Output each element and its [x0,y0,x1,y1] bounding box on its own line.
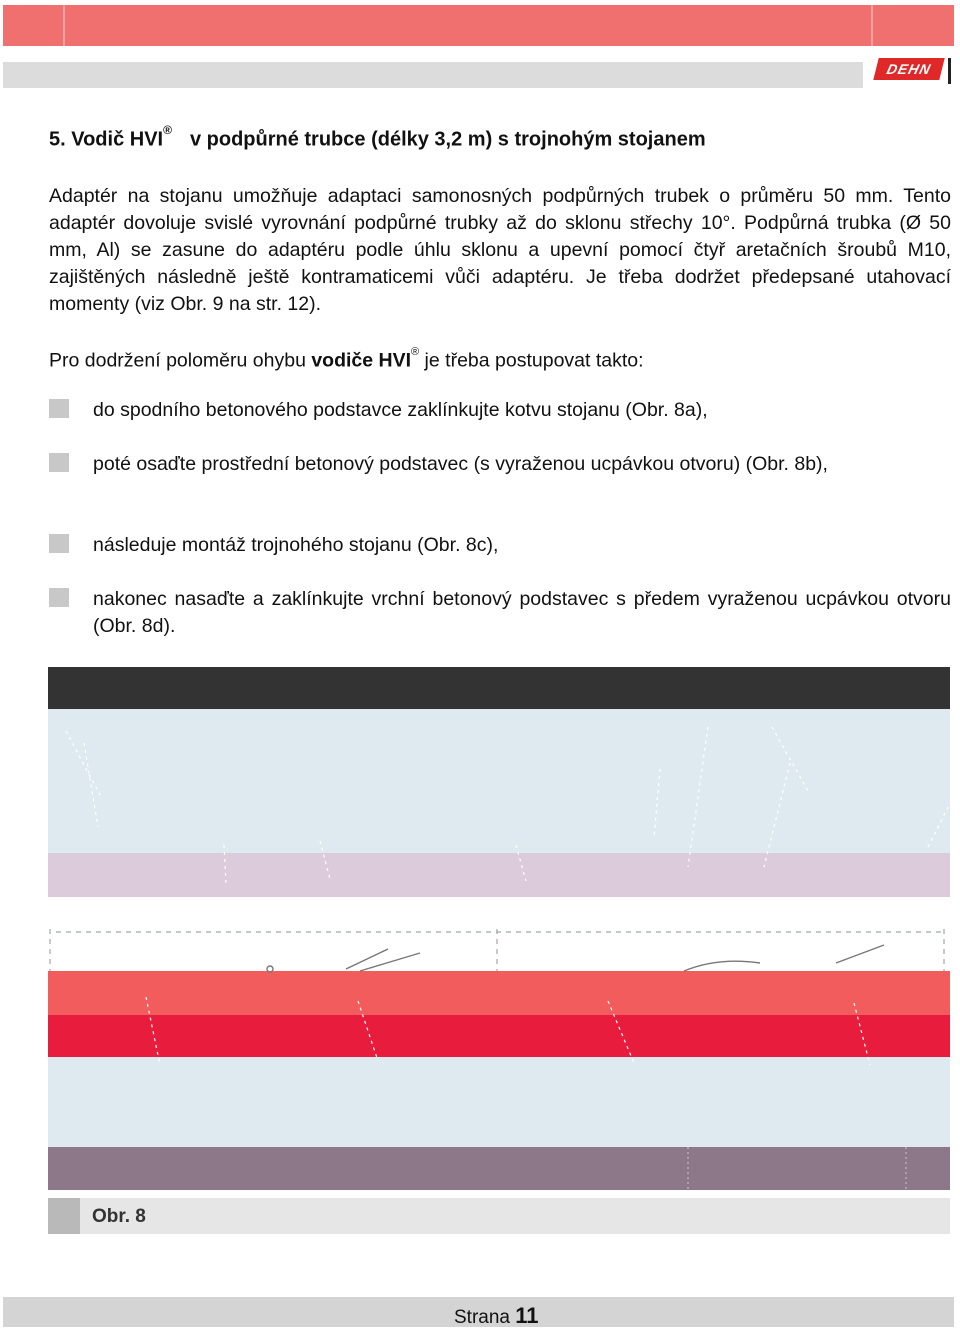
instruction-suffix: je třeba postupovat takto: [419,349,644,372]
dehn-logo-text: DEHN [873,58,944,80]
caption-stub [48,1198,80,1234]
page-label: Strana [454,1307,510,1328]
page-number: 11 [515,1303,539,1328]
registered-mark: ® [411,346,420,358]
page-number-label [454,1303,539,1329]
bullet-square [49,453,69,472]
registered-mark: ® [163,123,172,137]
bullet-square [49,588,69,607]
page-footer [3,1297,954,1327]
figure-8 [48,667,950,1234]
header-red-band [3,5,954,46]
logo-divider [948,58,951,84]
instruction-bold: vodiče HVI [311,349,412,372]
section-heading [49,123,706,152]
bullet-square [49,399,69,418]
dehn-logo [872,52,956,88]
band-seam [63,5,65,46]
heading-prefix: 5. Vodič HVI [49,128,164,151]
heading-rest: v podpůrné trubce (délky 3,2 m) s trojnohým stojanem [189,128,706,151]
figure-caption: Obr. 8 [92,1206,146,1227]
figure-caption-bar [48,1198,950,1234]
bullet-square [49,534,69,553]
step-item: poté osaďte prostřední betonový podstavec (s vyraženou ucpávkou otvoru) (Obr. 8b), [93,453,828,475]
step-item: následuje montáž trojnohého stojanu (Obr. 8c), [93,534,499,556]
instruction-paragraph [49,343,951,375]
instruction-prefix: Pro dodržení poloměru ohybu [49,349,312,372]
figure-drawing-traces [48,667,950,1197]
step-item: do spodního betonového podstavce zaklínkujte kotvu stojanu (Obr. 8a), [93,399,708,421]
band-seam [871,5,873,46]
step-item: nakonec nasaďte a zaklínkujte vrchní betonový podstavec s předem vyraženou ucpávkou otvoru (Obr. 8d). [93,588,951,637]
header-gray-band [3,62,863,88]
intro-paragraph: Adaptér na stojanu umožňuje adaptaci samonosných podpůrných trubek o průměru 50 mm. Tento adaptér dovoluje svislé vyrovnání podpůrné trubky až do sklonu střechy 10°. Podpůrná trubka (Ø 50 mm, Al) se zasune do adaptéru podle úhlu sklonu a upevní pomocí čtyř aretačních šroubů M10, zajištěných následně ještě kontramaticemi vůči adaptéru. Je třeba dodržet předepsané utahovací momenty (viz Obr. 9 na str. 12). [49,185,951,315]
